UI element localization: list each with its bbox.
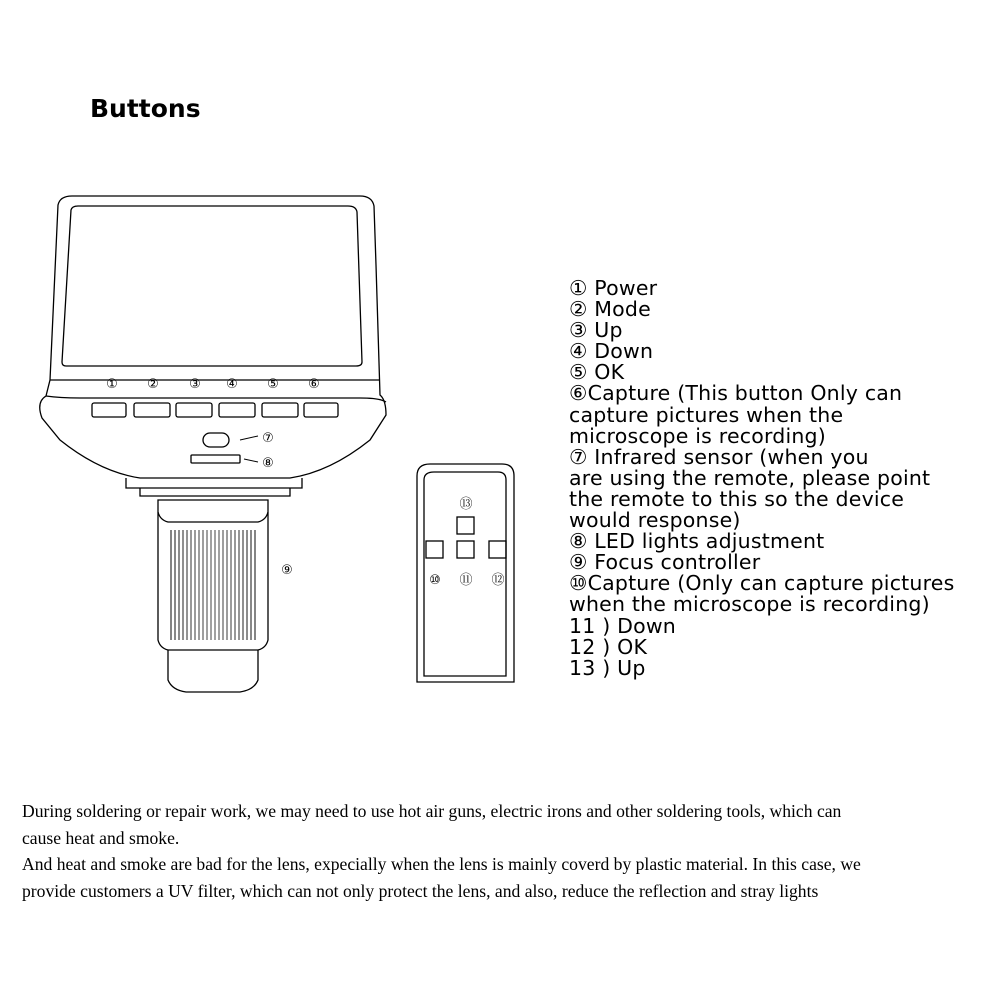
legend-line: ① Power	[569, 276, 658, 300]
legend-line: ④ Down	[569, 339, 654, 364]
legend-line: 12 ) OK	[569, 634, 648, 659]
focus-ring	[171, 530, 255, 640]
legend-line: 13 ) Up	[569, 655, 646, 680]
remote-up-button	[457, 517, 474, 534]
button-1	[92, 403, 126, 417]
button-5	[262, 403, 298, 417]
legend-line: are using the remote, please point	[569, 465, 931, 490]
remote-label-12: ⑫	[491, 573, 505, 588]
paragraph-line: During soldering or repair work, we may need to use hot air guns, electric irons and other soldering tools, which can	[22, 801, 842, 821]
legend-line: ③ Up	[569, 318, 623, 343]
paragraph-line: provide customers a UV filter, which can not only protect the lens, and also, reduce the reflection and stray lights	[22, 880, 819, 901]
paragraph-line: And heat and smoke are bad for the lens, expecially when the lens is mainly coverd by plastic material. In this case, we	[22, 854, 861, 874]
legend-line: capture pictures when the	[569, 402, 844, 427]
button-6	[304, 403, 338, 417]
legend-line: when the microscope is recording)	[569, 592, 930, 617]
lens-tube	[158, 500, 268, 522]
button-2	[134, 403, 170, 417]
remote-label-11: ⑪	[459, 573, 473, 588]
paragraph-line: cause heat and smoke.	[22, 827, 180, 848]
legend-line: ⑥Capture (This button Only can	[569, 381, 903, 406]
legend-line: the remote to this so the device	[569, 486, 905, 511]
legend-line: microscope is recording)	[569, 423, 826, 448]
remote-label-10: ⑩	[429, 573, 441, 588]
device-label-5: ⑤	[267, 377, 279, 392]
device-label-4: ④	[226, 377, 238, 392]
legend-line: ⑨ Focus controller	[569, 550, 761, 575]
device-label-6: ⑥	[308, 377, 320, 392]
device-label-8: ⑧	[262, 456, 274, 471]
description-paragraph	[22, 798, 982, 904]
remote-label-13: ⑬	[459, 497, 473, 512]
legend-line: ⑩Capture (Only can capture pictures	[569, 571, 955, 596]
screen	[62, 206, 362, 366]
device-label-3: ③	[189, 377, 201, 392]
remote-ok-button	[457, 541, 474, 558]
remote-right-button	[489, 541, 506, 558]
legend-line: ⑦ Infrared sensor (when you	[569, 444, 869, 469]
button-3	[176, 403, 212, 417]
device-label-2: ②	[147, 377, 159, 392]
infrared-sensor	[203, 433, 229, 447]
legend-line: ⑤ OK	[569, 360, 625, 385]
page-title: Buttons	[90, 94, 201, 123]
device-housing	[40, 196, 386, 478]
button-4	[219, 403, 255, 417]
legend-line: would response)	[569, 508, 741, 533]
legend-line: ⑧ LED lights adjustment	[569, 529, 825, 554]
device-label-1: ①	[106, 377, 118, 392]
device-label-9: ⑨	[281, 563, 293, 578]
legend-line: ② Mode	[569, 297, 651, 322]
legend-line: 11 ) Down	[569, 613, 677, 638]
led-adjust	[191, 455, 240, 463]
device-label-7: ⑦	[262, 431, 274, 446]
button-legend	[569, 278, 989, 679]
remote-capture-button	[426, 541, 443, 558]
